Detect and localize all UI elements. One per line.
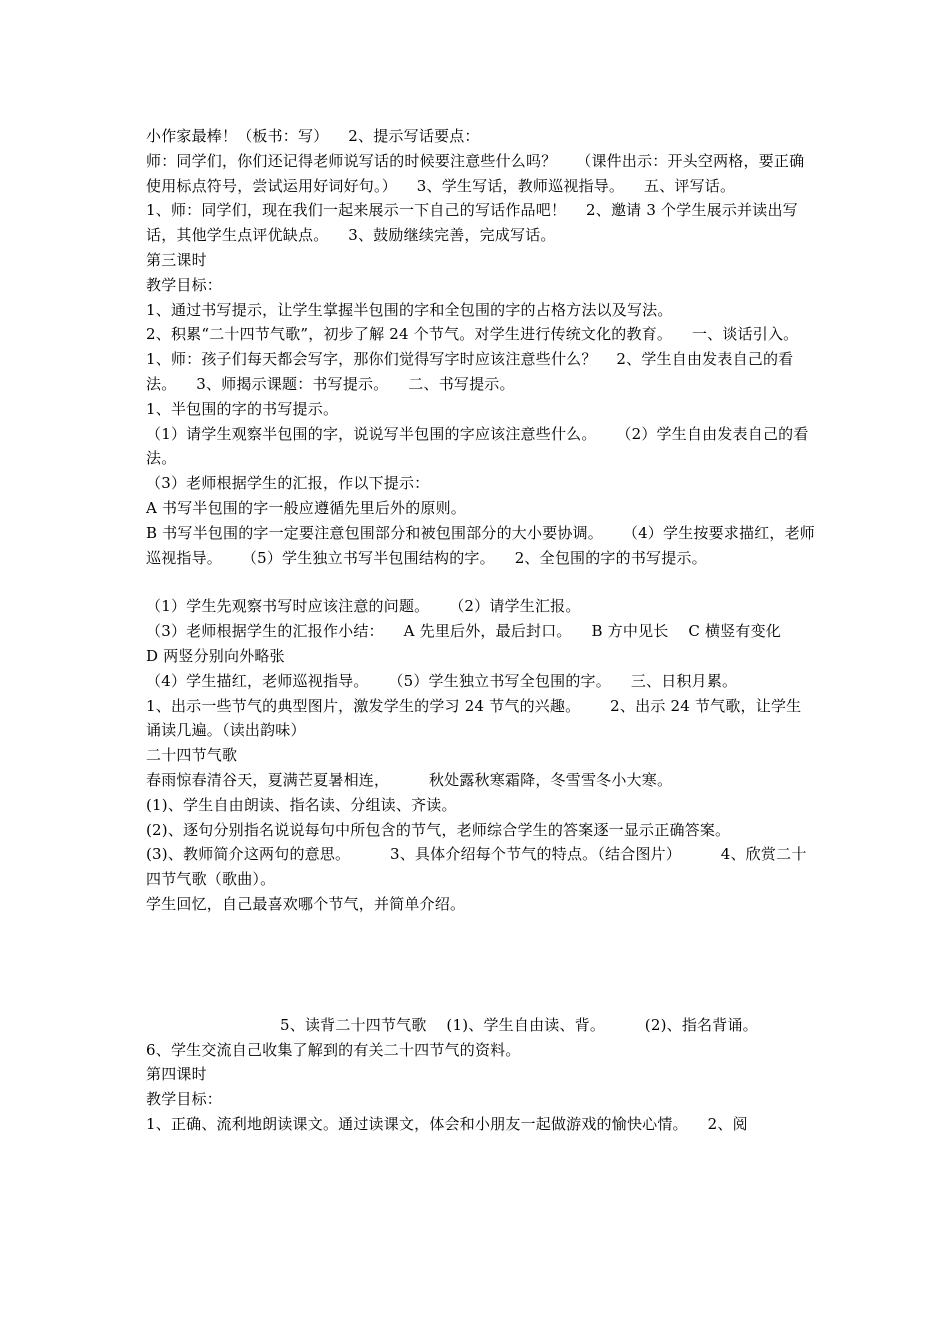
blank-spacer xyxy=(146,570,816,594)
paragraph: A 书写半包围的字一般应遵循先里后外的原则。 xyxy=(146,498,467,517)
paragraph: 教学目标： xyxy=(146,1090,223,1109)
paragraph: （4）学生描红，老师巡视指导。 （5）学生独立书写全包围的字。 三、日积月累。 xyxy=(146,671,738,690)
paragraph: 1、师：同学们，现在我们一起来展示一下自己的写话作品吧！ 2、邀请 3 个学生展示并读出写话，其他学生点评优缺点。 3、鼓励继续完善，完成写话。 xyxy=(146,201,798,245)
paragraph: 6、学生交流自己收集了解到的有关二十四节气的资料。 xyxy=(146,1040,521,1059)
poem-text: 春雨惊春清谷天，夏满芒夏暑相连， 秋处露秋寒霜降，冬雪雪冬小大寒。 xyxy=(146,770,673,789)
poem-title: 二十四节气歌 xyxy=(146,746,238,765)
paragraph: 1、正确、流利地朗读课文。通过读课文，体会和小朋友一起做游戏的愉快心情。 2、阅 xyxy=(146,1114,748,1133)
paragraph: 2、积累“二十四节气歌”，初步了解 24 个节气。对学生进行传统文化的教育。 一、谈话引入。 xyxy=(146,325,799,344)
paragraph: (1)、学生自由朗读、指名读、分组读、齐读。 xyxy=(146,795,457,814)
section-heading: 第四课时 xyxy=(146,1065,207,1084)
section-heading: 第三课时 xyxy=(146,250,207,269)
paragraph: B 书写半包围的字一定要注意包围部分和被包围部分的大小要协调。 （4）学生按要求描红，老师巡视指导。 （5）学生独立书写半包围结构的字。 2、全包围的字的书写提示。 xyxy=(146,523,816,567)
paragraph: 师：同学们，你们还记得老师说写话的时候要注意些什么吗？ （课件出示：开头空两格，要正确使用标点符号，尝试运用好词好句。） 3、学生写话，教师巡视指导。 五、评写话。 xyxy=(146,151,805,195)
paragraph: 教学目标： xyxy=(146,275,223,294)
paragraph: 1、师：孩子们每天都会写字，那你们觉得写字时应该注意些什么？ 2、学生自由发表自己的看法。 3、师揭示课题：书写提示。 二、书写提示。 xyxy=(146,350,794,393)
paragraph: 1、通过书写提示，让学生掌握半包围的字和全包围的字的占格方法以及写法。 xyxy=(146,300,673,319)
paragraph: (3)、教师简介这两句的意思。 3、具体介绍每个节气的特点。（结合图片） 4、欣赏二十四节气歌（歌曲）。 xyxy=(146,845,807,889)
paragraph: 1、出示一些节气的典型图片，激发学生的学习 24 节气的兴趣。 2、出示 24 节气歌，让学生诵读几遍。（读出韵味） xyxy=(146,696,802,740)
paragraph: （1）请学生观察半包围的字，说说写半包围的字应该注意些什么。 （2）学生自由发表自己的看法。 xyxy=(146,424,809,468)
paragraph: 学生回忆，自己最喜欢哪个节气，并简单介绍。 xyxy=(146,894,466,913)
blank-spacer xyxy=(146,917,816,1013)
paragraph: （1）学生先观察书写时应该注意的问题。 （2）请学生汇报。 xyxy=(146,597,581,616)
paragraph: D 两竖分别向外略张 xyxy=(146,646,285,665)
paragraph: （3）老师根据学生的汇报，作以下提示： xyxy=(146,474,430,493)
paragraph: 1、半包围的字的书写提示。 xyxy=(146,399,339,418)
paragraph: (2)、逐句分别指名说说每句中所包含的节气，老师综合学生的答案逐一显示正确答案。 xyxy=(146,820,731,839)
paragraph: 5、读背二十四节气歌 (1)、学生自由读、背。 (2)、指名背诵。 xyxy=(280,1015,758,1034)
paragraph: 小作家最棒！（板书：写） 2、提示写话要点： xyxy=(146,127,480,145)
paragraph: （3）老师根据学生的汇报作小结： A 先里后外，最后封口。 B 方中见长 C 横竖有变化 xyxy=(146,622,782,641)
document-body xyxy=(146,124,816,1137)
